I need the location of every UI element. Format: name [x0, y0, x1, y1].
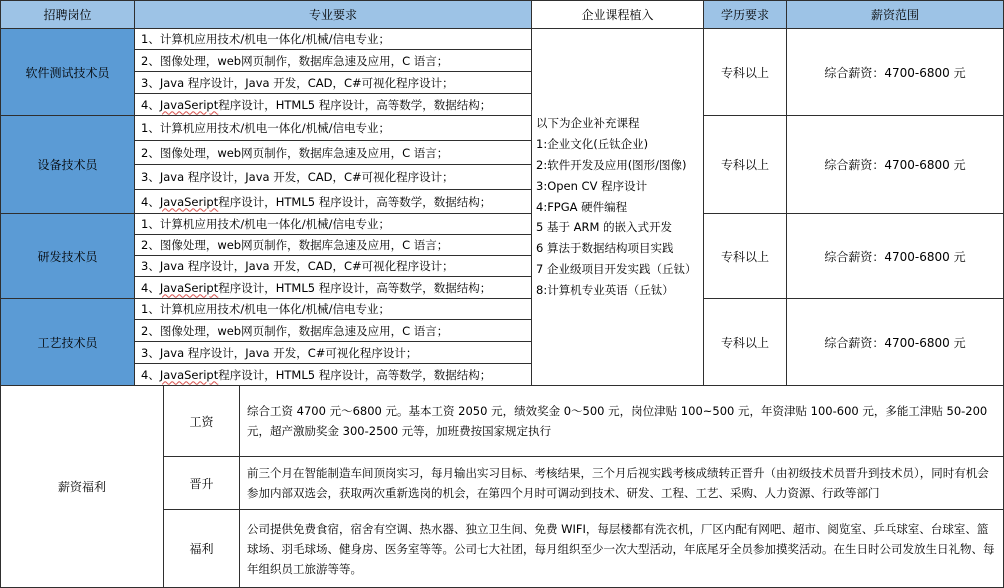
education-requirement: 专科以上	[703, 115, 787, 214]
requirement-line: 3、 Java 程序设计，Java 开发，C#可视化程序设计；	[134, 341, 532, 364]
requirement-line: 2、 图像处理，web网页制作，数据库急速及应用，C 语言；	[134, 140, 532, 165]
benefits-title: 薪资福利	[0, 385, 164, 588]
requirement-line: 4、 JavaSeript 程序设计，HTML5 程序设计，高等数学，数据结构；	[134, 189, 532, 214]
header-salary: 薪资范围	[786, 0, 1004, 29]
requirement-line: 1、 计算机应用技术/机电一体化/机械/信电专业；	[134, 298, 532, 320]
requirement-line: 4、 JavaSeript 程序设计，HTML5 程序设计，高等数学，数据结构；	[134, 93, 532, 116]
requirement-line: 3、 Java 程序设计，Java 开发，CAD，C#可视化程序设计；	[134, 164, 532, 190]
course-item: 5 基于 ARM 的嵌入式开发	[536, 220, 673, 235]
job-title: 研发技术员	[0, 213, 135, 299]
education-requirement: 专科以上	[703, 298, 787, 386]
requirement-line: 3、 Java 程序设计，Java 开发，CAD，C#可视化程序设计；	[134, 255, 532, 277]
course-list	[531, 28, 704, 386]
course-item: 3:Open CV 程序设计	[536, 178, 648, 193]
requirement-line: 2、 图像处理，web网页制作，数据库急速及应用，C 语言；	[134, 49, 532, 72]
requirement-line: 1、 计算机应用技术/机电一体化/机械/信电专业；	[134, 213, 532, 235]
benefit-text: 综合工资 4700 元～6800 元。基本工资 2050 元，绩效奖金 0～500 元，岗位津贴 100~500 元，年资津贴 100-600 元，多能工津贴 50-200 元，超产激励奖金 300-2500 元等，加班费按国家规定执行	[239, 385, 1004, 457]
course-item: 1:企业文化(丘钛企业)	[536, 137, 649, 152]
course-item: 8:计算机专业英语（丘钛）	[536, 282, 674, 297]
salary-range: 综合薪资：4700-6800 元	[786, 115, 1004, 214]
requirement-line: 2、 图像处理，web网页制作，数据库急速及应用，C 语言；	[134, 319, 532, 342]
benefit-label: 晋升	[163, 456, 240, 510]
salary-range: 综合薪资：4700-6800 元	[786, 298, 1004, 386]
requirement-line: 1、 计算机应用技术/机电一体化/机械/信电专业；	[134, 115, 532, 141]
benefit-text: 公司提供免费食宿，宿舍有空调、热水器、独立卫生间、免费 WIFI，每层楼都有洗衣机，厂区内配有网吧、超市、阅览室、乒乓球室、台球室、篮球场、羽毛球场、健身房、医务室等等。公司七大社团，每月组织至少一次大型活动，年底尾牙全员参加摸奖活动。在生日时公司发放生日礼物、每年组织员工旅游等等。	[239, 509, 1004, 588]
salary-range: 综合薪资：4700-6800 元	[786, 213, 1004, 299]
header-courses: 企业课程植入	[531, 0, 704, 29]
course-item: 7 企业级项目开发实践（丘钛）	[536, 261, 697, 276]
job-title: 设备技术员	[0, 115, 135, 214]
education-requirement: 专科以上	[703, 213, 787, 299]
course-item: 以下为企业补充课程	[536, 116, 640, 131]
education-requirement: 专科以上	[703, 28, 787, 116]
course-item: 2:软件开发及应用(图形/图像)	[536, 158, 687, 172]
requirement-line: 4、 JavaSeript 程序设计，HTML5 程序设计，高等数学，数据结构；	[134, 276, 532, 299]
benefit-text: 前三个月在智能制造车间顶岗实习，每月输出实习目标、考核结果，三个月后视实践考核成绩转正晋升（由初级技术员晋升到技术员），同时有机会参加内部双选会，获取两次重新选岗的机会，在第四个月时可调动到技术、研发、工程、工艺、采购、人力资源、行政等部门	[239, 456, 1004, 510]
course-item: 4:FPGA 硬件编程	[536, 199, 628, 214]
requirement-line: 2、 图像处理，web网页制作，数据库急速及应用，C 语言；	[134, 234, 532, 256]
header-requirements: 专业要求	[134, 0, 532, 29]
salary-range: 综合薪资：4700-6800 元	[786, 28, 1004, 116]
job-title: 工艺技术员	[0, 298, 135, 386]
course-item: 6 算法于数据结构项目实践	[536, 241, 674, 256]
benefit-label: 工资	[163, 385, 240, 457]
job-title: 软件测试技术员	[0, 28, 135, 116]
benefit-label: 福利	[163, 509, 240, 588]
requirement-line: 3、 Java 程序设计，Java 开发，CAD，C#可视化程序设计；	[134, 71, 532, 94]
requirement-line: 4、 JavaSeript 程序设计，HTML5 程序设计，高等数学，数据结构；	[134, 363, 532, 386]
header-position: 招聘岗位	[0, 0, 135, 29]
requirement-line: 1、 计算机应用技术/机电一体化/机械/信电专业；	[134, 28, 532, 50]
header-education: 学历要求	[703, 0, 787, 29]
